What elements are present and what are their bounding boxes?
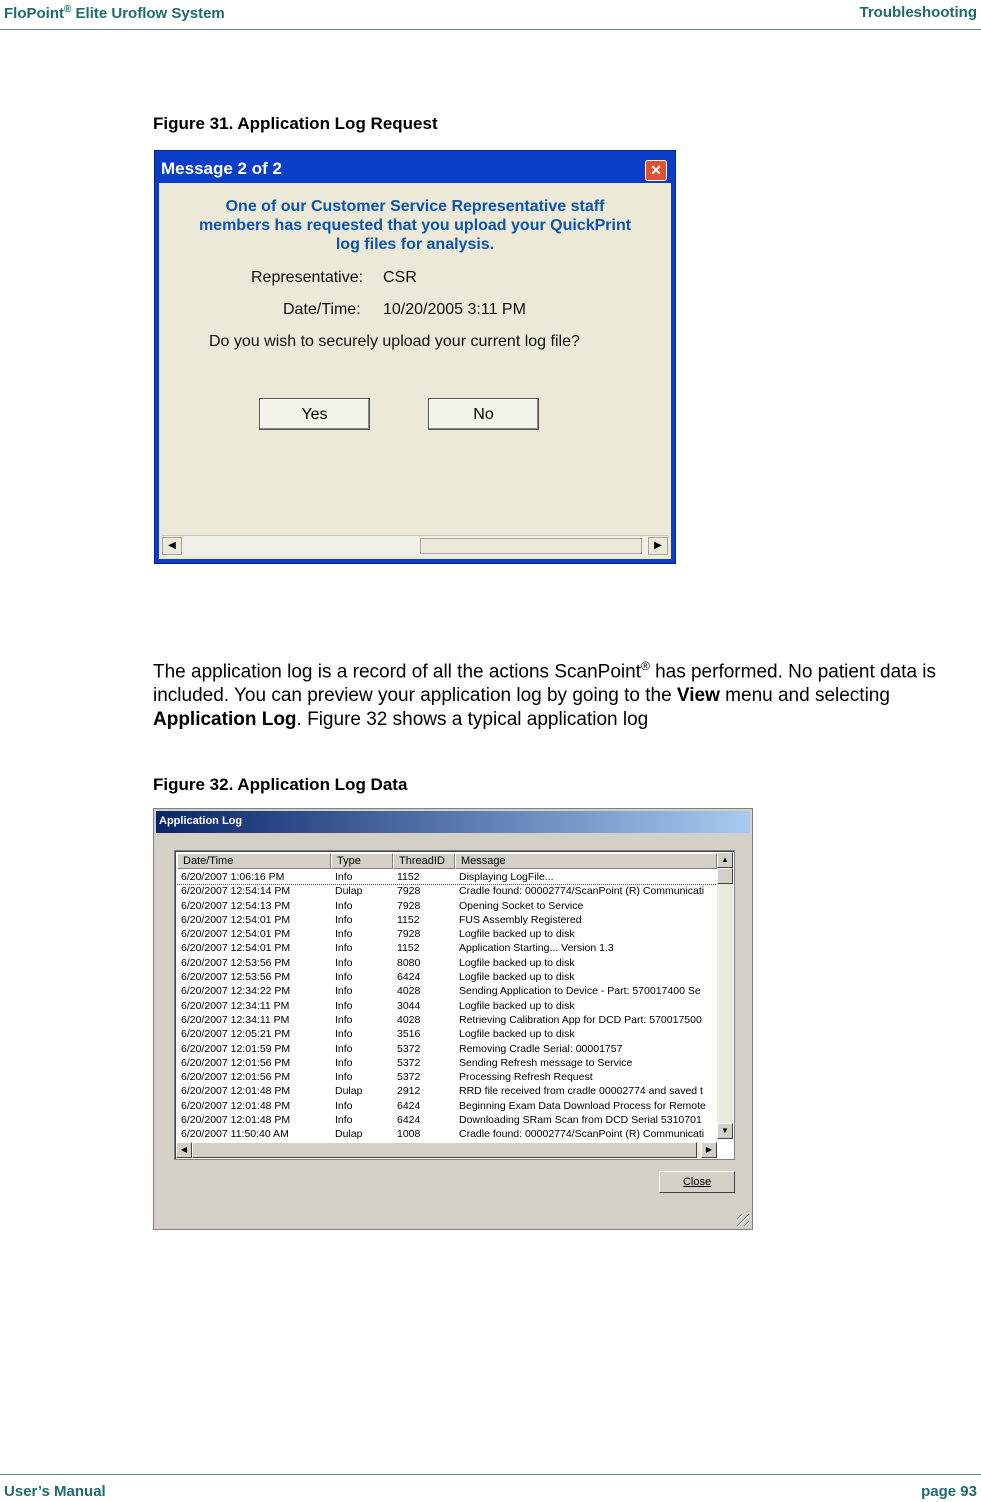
- list-header: [177, 853, 717, 869]
- table-row[interactable]: [177, 899, 717, 913]
- header-brand: FloPoint® Elite Uroflow System: [4, 4, 225, 22]
- table-cell: Info: [335, 1056, 353, 1069]
- window-title: Application Log: [159, 815, 243, 827]
- figure-31-caption: Figure 31. Application Log Request: [153, 114, 438, 133]
- table-row[interactable]: [177, 1056, 717, 1070]
- vertical-scrollbar[interactable]: [717, 852, 733, 1139]
- table-row[interactable]: [177, 913, 717, 927]
- table-cell: 6/20/2007 12:34:11 PM: [181, 1013, 290, 1026]
- table-cell: 1152: [397, 942, 420, 955]
- application-log-window: [153, 808, 753, 1230]
- footer-page-number: page 93: [921, 1483, 977, 1500]
- yes-button[interactable]: Yes: [259, 398, 370, 430]
- date-value: 10/20/2005 3:11 PM: [383, 301, 526, 318]
- dialog-question: Do you wish to securely upload your current log file?: [209, 333, 580, 350]
- table-cell: Dulap: [335, 1085, 363, 1098]
- list-horizontal-scrollbar[interactable]: [176, 1142, 717, 1158]
- table-cell: Info: [335, 1028, 353, 1041]
- table-cell: Info: [335, 1071, 353, 1084]
- page-footer: [0, 1474, 981, 1502]
- vertical-scroll-thumb[interactable]: [717, 868, 733, 884]
- table-cell: Info: [335, 999, 353, 1012]
- table-cell: Removing Cradle Serial: 00001757: [459, 1042, 623, 1055]
- table-cell: 1152: [397, 913, 420, 926]
- table-cell: Info: [335, 899, 353, 912]
- table-cell: Info: [335, 913, 353, 926]
- table-cell: Dulap: [335, 885, 363, 898]
- table-cell: 6/20/2007 12:54:13 PM: [181, 899, 291, 912]
- table-cell: 1008: [397, 1128, 421, 1140]
- window-title-bar: [156, 811, 750, 833]
- close-button[interactable]: Close: [659, 1171, 735, 1193]
- date-label: Date/Time:: [283, 301, 361, 318]
- table-cell: 6424: [397, 971, 421, 984]
- log-list-view[interactable]: [174, 850, 735, 1160]
- table-cell: Downloading SRam Scan from DCD Serial 5310701: [459, 1114, 702, 1127]
- table-row[interactable]: [177, 941, 717, 955]
- table-cell: 1152: [397, 871, 420, 883]
- column-header-type[interactable]: Type: [331, 853, 393, 869]
- no-button[interactable]: No: [428, 398, 539, 430]
- table-cell: 7928: [397, 885, 421, 898]
- table-cell: Logfile backed up to disk: [459, 971, 575, 984]
- scroll-down-icon[interactable]: ▼: [717, 1123, 733, 1139]
- table-cell: 6/20/2007 11:50:40 AM: [181, 1128, 289, 1140]
- rep-value: CSR: [383, 269, 417, 286]
- table-cell: 6/20/2007 12:54:01 PM: [181, 942, 291, 955]
- table-cell: Processing Refresh Request: [459, 1071, 593, 1084]
- header-section: Troubleshooting: [859, 4, 977, 21]
- table-cell: Info: [335, 1099, 353, 1112]
- table-cell: Cradle found: 00002774/ScanPoint (R) Communicati: [459, 885, 705, 898]
- table-cell: Retrieving Calibration App for DCD Part: 570017500: [459, 1013, 702, 1026]
- table-cell: Info: [335, 942, 353, 955]
- resize-grip-icon[interactable]: [737, 1214, 749, 1226]
- table-cell: Info: [335, 956, 353, 969]
- table-row[interactable]: [177, 927, 717, 941]
- table-cell: FUS Assembly Registered: [459, 913, 582, 926]
- table-row[interactable]: [177, 1127, 717, 1140]
- dialog-message: One of our Customer Service Representative staff members has requested that you upload your QuickPrint log files for analysis.: [198, 198, 632, 253]
- table-cell: 6424: [397, 1099, 421, 1112]
- table-cell: 6/20/2007 12:05:21 PM: [181, 1028, 291, 1041]
- table-cell: 5372: [397, 1056, 421, 1069]
- table-cell: 6/20/2007 12:54:01 PM: [181, 928, 291, 941]
- table-cell: 6/20/2007 12:01:48 PM: [181, 1114, 291, 1127]
- scroll-left-icon[interactable]: ◀: [162, 537, 182, 555]
- body-paragraph: The application log is a record of all the actions ScanPoint® has performed. No patient data is included. You can preview your application log by going to the View menu and selecting Application Log. Figure 32 shows a typical application log: [153, 659, 937, 731]
- dialog-body: [159, 183, 671, 559]
- horizontal-scroll-thumb[interactable]: [192, 1142, 697, 1158]
- table-row[interactable]: [177, 1113, 717, 1127]
- table-cell: Info: [335, 871, 353, 883]
- table-row[interactable]: [177, 870, 717, 884]
- footer-manual: User’s Manual: [4, 1483, 106, 1500]
- table-row[interactable]: [177, 884, 717, 898]
- table-cell: 2912: [397, 1085, 421, 1098]
- table-row[interactable]: [177, 999, 717, 1013]
- table-row[interactable]: [177, 1027, 717, 1041]
- list-rows: [177, 870, 717, 1140]
- table-cell: 5372: [397, 1071, 421, 1084]
- table-cell: Opening Socket to Service: [459, 899, 584, 912]
- table-cell: 6/20/2007 12:01:56 PM: [181, 1056, 291, 1069]
- table-cell: Info: [335, 1013, 353, 1026]
- rep-label: Representative:: [251, 269, 364, 286]
- column-header-datetime[interactable]: Date/Time: [177, 853, 331, 869]
- table-cell: Logfile backed up to disk: [459, 1028, 575, 1041]
- table-cell: 6/20/2007 12:34:11 PM: [181, 999, 290, 1012]
- close-icon[interactable]: ✕: [645, 160, 667, 181]
- table-row[interactable]: [177, 1084, 717, 1098]
- scroll-right-icon[interactable]: ▶: [701, 1142, 717, 1158]
- table-cell: 6/20/2007 12:34:22 PM: [181, 985, 291, 998]
- table-cell: Logfile backed up to disk: [459, 956, 575, 969]
- table-cell: Sending Application to Device - Part: 570017400 Se: [459, 985, 701, 998]
- column-header-threadid[interactable]: ThreadID: [393, 853, 455, 869]
- table-cell: 8080: [397, 956, 421, 969]
- table-cell: 6/20/2007 12:01:48 PM: [181, 1099, 291, 1112]
- table-cell: 6/20/2007 12:01:59 PM: [181, 1042, 291, 1055]
- figure-32-caption: Figure 32. Application Log Data: [153, 775, 408, 794]
- table-cell: Logfile backed up to disk: [459, 999, 575, 1012]
- table-cell: 6/20/2007 12:53:56 PM: [181, 971, 291, 984]
- table-cell: 7928: [397, 899, 421, 912]
- page-header: [0, 0, 981, 30]
- table-cell: Dulap: [335, 1128, 363, 1140]
- table-cell: Beginning Exam Data Download Process for Remote: [459, 1099, 706, 1112]
- table-row[interactable]: [177, 1099, 717, 1113]
- table-cell: Displaying LogFile...: [459, 871, 554, 883]
- horizontal-scrollbar[interactable]: [162, 535, 668, 556]
- table-row[interactable]: [177, 984, 717, 998]
- table-row[interactable]: [177, 970, 717, 984]
- table-cell: Sending Refresh message to Service: [459, 1056, 633, 1069]
- message-dialog: [154, 150, 676, 564]
- scroll-thumb[interactable]: [420, 538, 642, 554]
- table-cell: 7928: [397, 928, 421, 941]
- table-row[interactable]: [177, 1070, 717, 1084]
- table-cell: RRD file received from cradle 00002774 and saved t: [459, 1085, 703, 1098]
- dialog-title: Message 2 of 2: [161, 159, 282, 178]
- table-cell: Logfile backed up to disk: [459, 928, 575, 941]
- table-cell: Info: [335, 928, 353, 941]
- column-header-message[interactable]: Message: [455, 853, 717, 869]
- table-cell: Info: [335, 1042, 353, 1055]
- table-cell: Application Starting... Version 1.3: [459, 942, 614, 955]
- table-cell: 6/20/2007 12:54:01 PM: [181, 913, 291, 926]
- table-row[interactable]: [177, 1013, 717, 1027]
- table-cell: Info: [335, 971, 353, 984]
- table-cell: 6424: [397, 1114, 421, 1127]
- table-cell: Info: [335, 1114, 353, 1127]
- table-row[interactable]: [177, 1042, 717, 1056]
- scroll-up-icon[interactable]: ▲: [717, 852, 733, 868]
- table-cell: 6/20/2007 12:01:56 PM: [181, 1071, 291, 1084]
- table-cell: 5372: [397, 1042, 421, 1055]
- table-cell: 4028: [397, 985, 421, 998]
- table-cell: 6/20/2007 1:06:16 PM: [181, 871, 285, 883]
- table-cell: 3516: [397, 1028, 421, 1041]
- table-cell: 6/20/2007 12:01:48 PM: [181, 1085, 291, 1098]
- table-cell: 4028: [397, 1013, 421, 1026]
- table-cell: 6/20/2007 12:54:14 PM: [181, 885, 291, 898]
- table-cell: Info: [335, 985, 353, 998]
- scroll-left-icon[interactable]: ◀: [176, 1142, 192, 1158]
- table-cell: Cradle found: 00002774/ScanPoint (R) Communicati: [459, 1128, 705, 1140]
- table-cell: 6/20/2007 12:53:56 PM: [181, 956, 291, 969]
- scroll-right-icon[interactable]: ▶: [648, 537, 668, 555]
- table-cell: 3044: [397, 999, 421, 1012]
- table-row[interactable]: [177, 956, 717, 970]
